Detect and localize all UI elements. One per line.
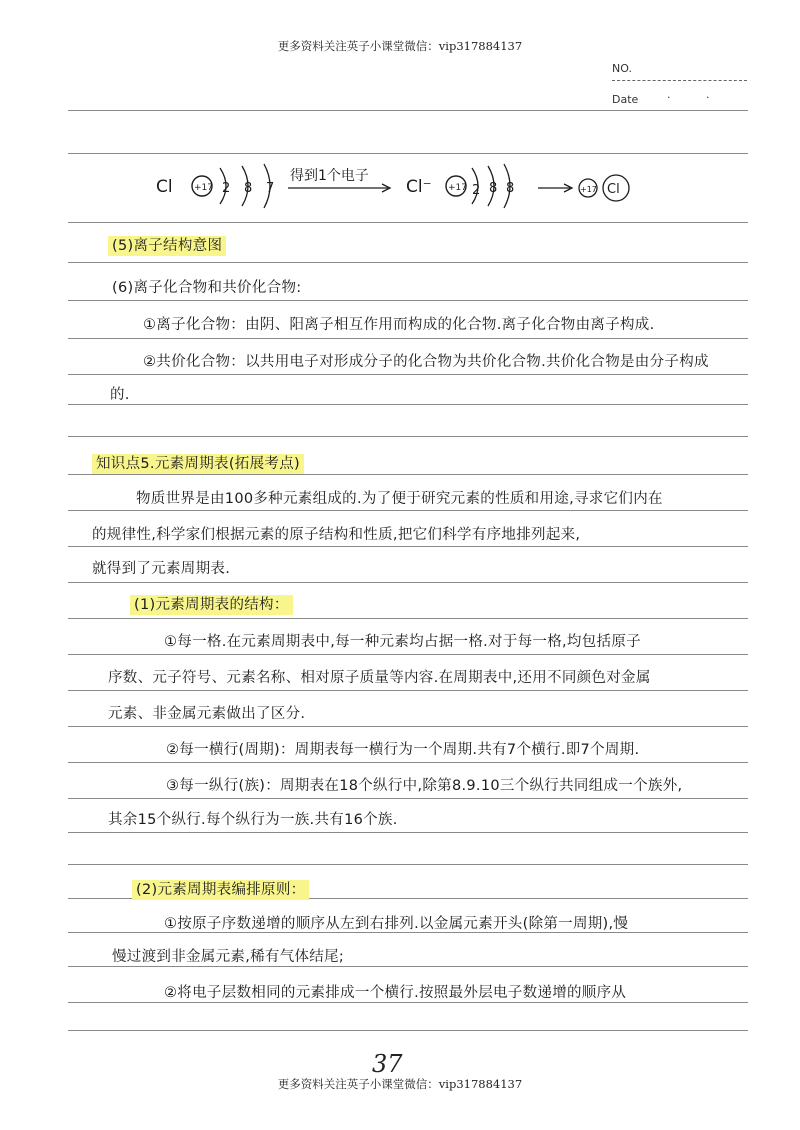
grid-text-line: ①每一格.在元素周期表中,每一种元素均占据一格.对于每一格,均包括原子 <box>164 634 641 650</box>
ruled-line <box>68 510 748 511</box>
ruled-line <box>68 374 748 375</box>
section-6-heading: (6)离子化合物和共价化合物: <box>112 280 302 296</box>
ion-symbol: Cl⁻ <box>406 177 432 197</box>
section-5-heading: (5)离子结构意图 <box>108 234 226 255</box>
covalent-compound-text: ②共价化合物：以共用电子对形成分子的化合物为共价化合物.共价化合物是由分子构成 <box>143 354 709 370</box>
ruled-line <box>68 153 748 154</box>
period-text: ②每一横行(周期)：周期表每一横行为一个周期.共有7个横行.即7个周期. <box>166 742 640 758</box>
atom-shell-count: 2 <box>222 181 231 196</box>
ruled-line <box>68 582 748 583</box>
grid-text-line: 元素、非金属元素做出了区分. <box>108 706 306 722</box>
ruled-line <box>68 110 748 111</box>
ion-nucleus-charge: +17 <box>448 183 467 193</box>
no-dashed-line <box>612 80 747 81</box>
arrangement-rule-line: 慢过渡到非金属元素,稀有气体结尾; <box>112 949 345 965</box>
ruled-line <box>68 1030 748 1031</box>
ruled-line <box>68 436 748 437</box>
no-label: NO. <box>612 62 632 75</box>
ionic-compound-text: ①离子化合物：由阴、阳离子相互作用而构成的化合物.离子化合物由离子构成. <box>143 317 655 333</box>
ruled-line <box>68 546 748 547</box>
group-text-line: 其余15个纵行.每个纵行为一族.共有16个族. <box>108 812 398 828</box>
arrangement-rule-line: ①按原子序数递增的顺序从左到右排列.以金属元素开头(除第一周期),慢 <box>164 916 629 932</box>
atom-symbol: Cl <box>156 177 173 197</box>
structure-heading: (1)元素周期表的结构： <box>130 593 293 614</box>
grid-text-line: 序数、元子符号、元素名称、相对原子质量等内容.在周期表中,还用不同颜色对金属 <box>108 670 651 686</box>
ruled-line <box>68 300 748 301</box>
group-text-line: ③每一纵行(族)：周期表在18个纵行中,除第8.9.10三个纵行共同组成一个族外, <box>166 778 683 794</box>
watermark-top: 更多资料关注英子小课堂微信：vip317884137 <box>277 39 523 53</box>
ion-shell-count: 8 <box>489 181 498 196</box>
date-dots: · · <box>667 91 726 104</box>
ion-shell-count: 2 <box>472 183 481 198</box>
ruled-line <box>68 474 748 475</box>
ruled-line <box>68 864 748 865</box>
intro-paragraph-line: 就得到了元素周期表. <box>92 561 231 577</box>
ruled-line <box>68 338 748 339</box>
ruled-line <box>68 690 748 691</box>
knowledge-point-5-heading: 知识点5.元素周期表(拓展考点) <box>92 452 304 473</box>
atom-shell-count: 8 <box>244 181 253 196</box>
ruled-line <box>68 654 748 655</box>
arrangement-rule-line: ②将电子层数相同的元素排成一个横行.按照最外层电子数递增的顺序从 <box>164 985 627 1001</box>
ruled-line <box>68 798 748 799</box>
page-number: 37 <box>372 1050 403 1078</box>
ion-shell-count: 8 <box>506 181 515 196</box>
ruled-line <box>68 404 748 405</box>
arrow-label: 得到1个电子 <box>290 168 369 184</box>
ruled-line <box>68 966 748 967</box>
ruled-line <box>68 618 748 619</box>
ruled-line <box>68 262 748 263</box>
atom-nucleus-charge: +17 <box>194 183 213 193</box>
intro-paragraph-line: 物质世界是由100多种元素组成的.为了便于研究元素的性质和用途,寻求它们内在 <box>136 491 663 507</box>
date-label: Date <box>612 93 639 106</box>
watermark-bottom: 更多资料关注英子小课堂微信：vip317884137 <box>277 1077 523 1091</box>
covalent-compound-text-cont: 的. <box>110 387 130 403</box>
arrangement-heading: (2)元素周期表编排原则： <box>132 878 309 899</box>
final-symbol: Cl <box>607 182 620 197</box>
ruled-line <box>68 1002 748 1003</box>
chlorine-ion-diagram <box>150 160 650 230</box>
final-nucleus-charge: +17 <box>580 185 597 194</box>
atom-shell-count: 7 <box>266 181 275 196</box>
ruled-line <box>68 726 748 727</box>
intro-paragraph-line: 的规律性,科学家们根据元素的原子结构和性质,把它们科学有序地排列起来, <box>92 527 581 543</box>
ruled-line <box>68 832 748 833</box>
ruled-line <box>68 762 748 763</box>
